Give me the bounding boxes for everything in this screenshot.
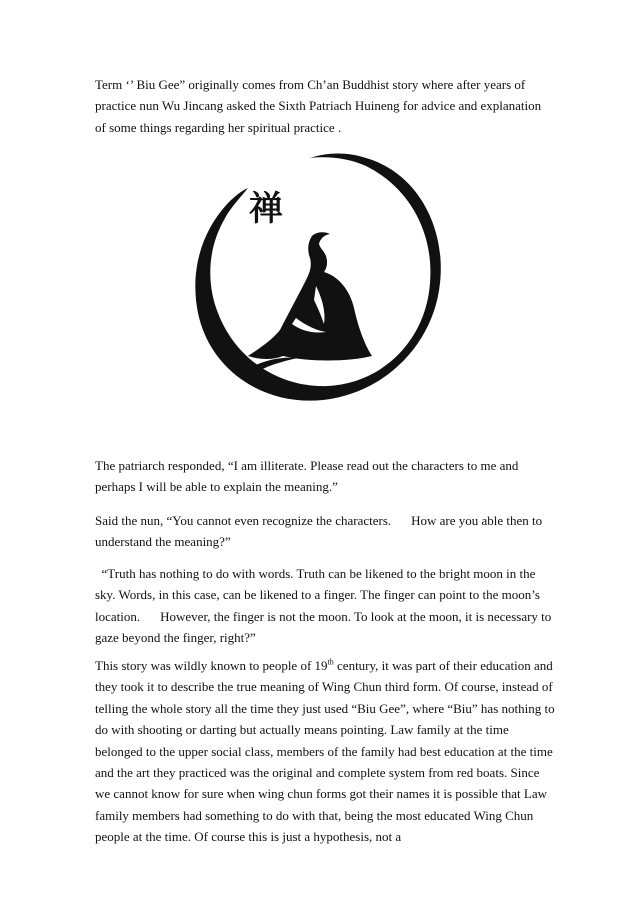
intro-paragraph: Term ‘’ Biu Gee” originally comes from Ch’an Buddhist story where after years of practice nun Wu Jincang asked the Sixth Patriach Huineng for advice and explanation of some things regarding her spiritual practice . <box>95 77 542 135</box>
history-paragraph <box>95 655 555 848</box>
truth-quote-paragraph <box>95 563 555 649</box>
patriarch-response-paragraph: The patriarch responded, “I am illiterate. Please read out the characters to me and perhaps I will be able to explain the meaning.” <box>95 458 519 495</box>
zen-monk-enso-illustration <box>188 148 450 410</box>
seated-monk-icon <box>243 232 372 376</box>
ordinal-superscript: th <box>327 657 334 667</box>
truth-quote-part-1: “Truth has nothing to do with words. Truth can be likened to the bright moon in the sky. Words, in this case, can be likened to a finger. The finger can point to the moon’s location. <box>95 566 540 624</box>
history-text-start: This story was wildly known to people of 19 <box>95 658 328 673</box>
calligraphy-character: 禅 <box>249 189 283 229</box>
truth-quote-part-2: However, the finger is not the moon. To look at the moon, it is necessary to gaze beyond the finger, right?” <box>95 608 552 646</box>
nun-reply-part-2: How are you able then to understand the meaning?” <box>95 513 543 550</box>
history-text-rest: century, it was part of their education and they took it to describe the true meaning of Wing Chun third form. Of course, instead of telling the whole story all the time they just used “Biu Gee”, where “Biu” has nothing to do with shooting or darting but actually means pointing. Law family at the time belonged to the upper social class, members of the family had best education at the time and the art they practiced was the original and complete system from red boats. Since we cannot know for sure when wing chun forms got their names it is possible that Law family members had something to do with that, being the most educated Wing Chun people at the time. Of course this is just a hypothesis, not a <box>95 658 555 845</box>
nun-reply-part-1: Said the nun, “You cannot even recognize the characters. <box>95 513 392 528</box>
nun-reply-paragraph <box>95 510 555 553</box>
